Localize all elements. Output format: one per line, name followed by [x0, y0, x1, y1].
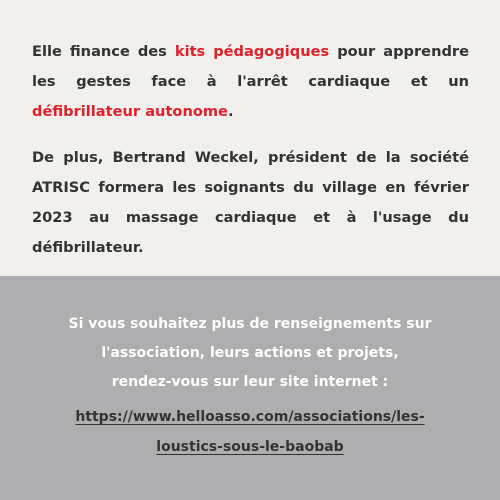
more-info-line-3: rendez-vous sur leur site internet :	[111, 374, 389, 390]
funding-text-start: Elle finance des	[32, 43, 175, 60]
more-info-text	[20, 310, 480, 397]
kits-highlight: kits pédagogiques	[174, 43, 330, 60]
defibrillator-highlight: défibrillateur autonome	[32, 103, 228, 120]
website-link[interactable]	[20, 402, 480, 462]
contact-section	[0, 276, 500, 500]
funding-paragraph	[32, 37, 469, 127]
funding-text-end: .	[227, 103, 234, 120]
website-link-line-2: loustics-sous-le-baobab	[156, 439, 344, 455]
training-paragraph: De plus, Bertrand Weckel, président de la société ATRISC formera les soignants du village en février 2023 au massage cardiaque et à l'usage du défibrillateur.	[32, 149, 469, 256]
more-info-line-1: Si vous souhaitez plus de renseignements sur	[68, 316, 432, 332]
more-info-line-2: l'association, leurs actions et projets,	[101, 345, 399, 361]
website-link-block	[20, 402, 480, 462]
website-link-line-1: https://www.helloasso.com/associations/les-	[75, 409, 425, 425]
funding-text-middle: pour apprendre les gestes face à l'arrêt cardiaque et un	[32, 43, 469, 90]
